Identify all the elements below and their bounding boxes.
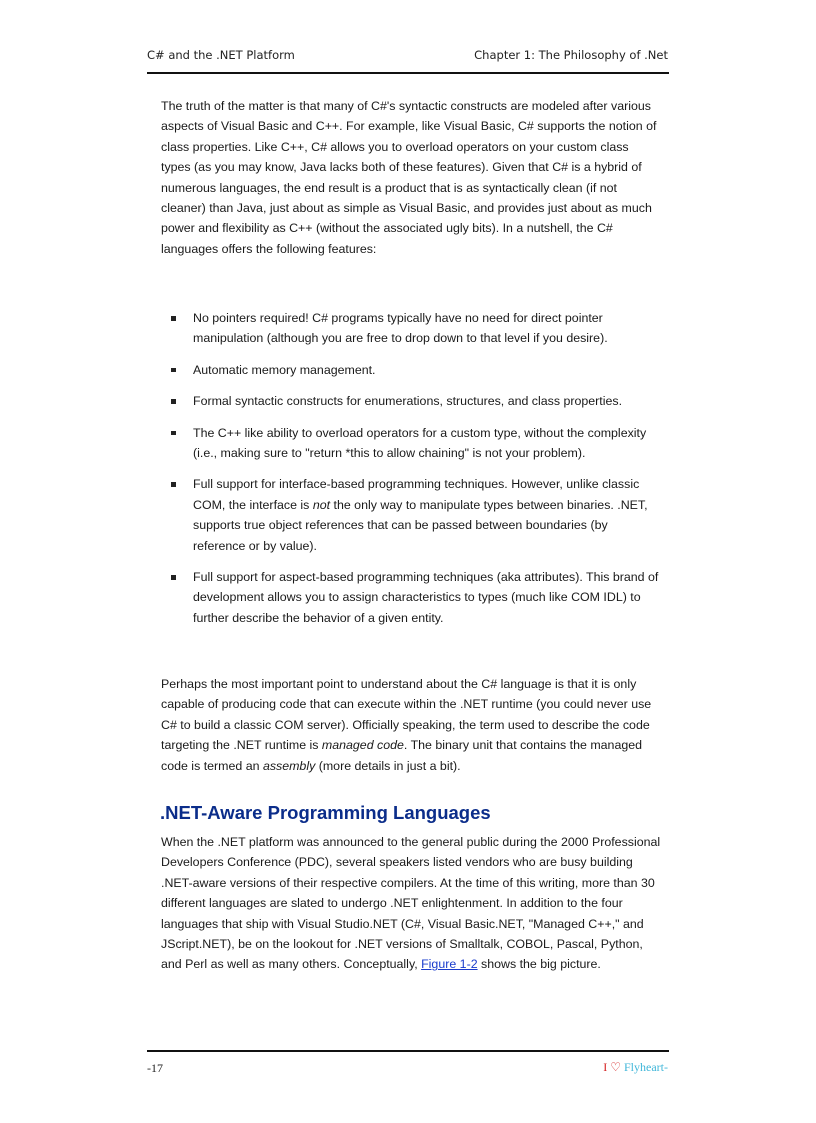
bullet-icon [171, 316, 176, 321]
bullet-icon [171, 399, 176, 404]
emphasis-text: not [312, 497, 331, 512]
header-book-title: C# and the .NET Platform [147, 48, 295, 62]
header-divider [147, 72, 669, 74]
text-run: Full support for interface-based programming techniques. However, unlike classic COM, the interface is [193, 477, 640, 512]
figure-link[interactable]: Figure 1-2 [421, 957, 478, 972]
list-item [161, 391, 661, 411]
heart-icon: ♡ [610, 1060, 621, 1074]
bullet-icon [171, 431, 176, 436]
emphasis-text: managed code [321, 738, 404, 753]
list-item [161, 474, 661, 556]
footer-divider [147, 1050, 669, 1052]
list-item [161, 567, 661, 628]
feature-list [161, 308, 661, 628]
list-item-text: The C++ like ability to overload operators for a custom type, without the complexity (i.e., making sure to "return *this to allow chaining" is not your problem). [193, 425, 647, 461]
list-item [161, 360, 661, 380]
managed-code-paragraph [161, 674, 661, 776]
list-item-text: Formal syntactic constructs for enumerations, structures, and class properties. [193, 394, 623, 409]
emphasis-text: assembly [262, 758, 316, 773]
list-item [161, 423, 661, 464]
languages-paragraph [161, 832, 661, 975]
intro-paragraph: The truth of the matter is that many of C#'s syntactic constructs are modeled after various aspects of Visual Basic and C++. For example, like Visual Basic, C# supports the notion of class properties. Like C++, C# allows you to overload operators on your custom class types (as you may know, Java lacks both of these features). Given that C# is a hybrid of numerous languages, the end result is a product that is as syntactically clean (if not cleaner) than Java, just about as simple as Visual Basic, and provides just about as much power and flexibility as C++ (without the associated ugly bits). In a nutshell, the C# languages offers the following features: [161, 99, 657, 256]
list-item-text: Full support for aspect-based programming techniques (aka attributes). This brand of development allows you to assign characteristics to types (much like COM IDL) to further describe the behavior of a given entity. [193, 570, 659, 625]
text-run: (more details in just a bit). [315, 758, 461, 773]
list-item-text: No pointers required! C# programs typically have no need for direct pointer manipulation (although you are free to drop down to that level if you desire). [193, 311, 608, 346]
brand-name: Flyheart- [624, 1060, 668, 1074]
bullet-icon [171, 482, 176, 487]
header-chapter-title: Chapter 1: The Philosophy of .Net [474, 48, 668, 62]
brand-letter: I [603, 1060, 608, 1074]
list-item-text [193, 477, 648, 552]
text-run: When the .NET platform was announced to the general public during the 2000 Professional Developers Conference (PDC), several speakers listed vendors who are busy building .NET-aware versions of their respective compilers. At the time of this writing, more than 30 different languages are slated to undergo .NET enlightenment. In addition to the four languages that ship with Visual Studio.NET (C#, Visual Basic.NET, "Managed C++," and JScript.NET), be on the lookout for .NET versions of Smalltalk, COBOL, Pascal, Python, and Perl as well as many others. Conceptually, [161, 835, 661, 972]
page-number: -17 [147, 1061, 163, 1075]
bullet-icon [171, 575, 176, 580]
bullet-icon [171, 368, 176, 373]
list-item-text: Automatic memory management. [193, 362, 376, 377]
page-header [147, 48, 668, 70]
text-run: Perhaps the most important point to understand about the C# language is that it is only capable of producing code that can execute within the .NET runtime (you could never use C# to build a classic COM server). Officially speaking, the term used to describe the code targeting the .NET runtime is [161, 677, 652, 753]
list-item [161, 308, 661, 349]
section-heading: .NET-Aware Programming Languages [160, 802, 491, 823]
text-run: shows the big picture. [477, 957, 601, 972]
footer-brand [603, 1060, 668, 1075]
text-run: the only way to manipulate types between binaries. .NET, supports true object references that can be passed between boundaries (by reference or by value). [193, 497, 648, 553]
text-run: . The binary unit that contains the managed code is termed an [161, 738, 643, 773]
